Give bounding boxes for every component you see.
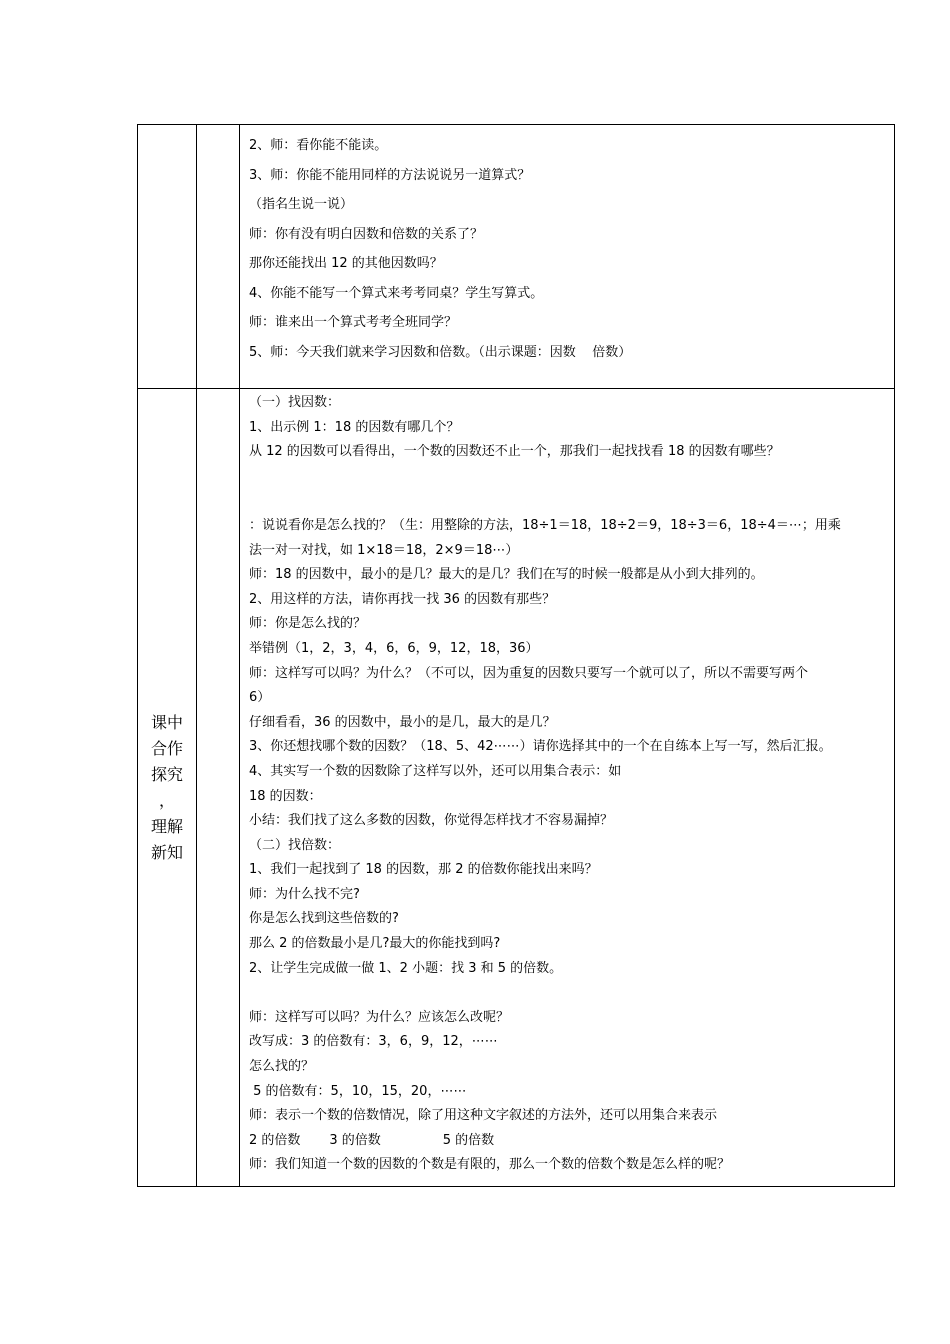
text-line: 3、师：你能不能用同样的方法说说另一道算式？	[249, 167, 531, 183]
text-line: 你是怎么找到这些倍数的?	[249, 911, 399, 927]
text-line: 师：你有没有明白因数和倍数的关系了？	[249, 226, 484, 242]
text-line: 师：18 的因数中，最小的是几？最大的是几？我们在写的时候一般都是从小到大排列的。	[249, 567, 764, 583]
text-line: 那么 2 的倍数最小是几?最大的你能找到吗?	[249, 936, 501, 952]
text-line: 6）	[249, 690, 271, 706]
text-line: 举错例（1，2，3，4，6，6，9，12，18，36）	[249, 640, 539, 656]
text-line: 4、你能不能写一个算式来考考同桌？学生写算式。	[249, 285, 544, 301]
text-line: 师：你是怎么找的？	[249, 616, 367, 632]
text-line: 2 的倍数 3 的倍数 5 的倍数	[249, 1132, 495, 1148]
text-line: （二）找倍数：	[249, 837, 341, 853]
text-line: 3、你还想找哪个数的因数？（18、5、42⋯⋯）请你选择其中的一个在自练本上写一写，然后汇报。	[249, 739, 832, 755]
content-cell	[240, 389, 895, 1187]
table-row	[138, 389, 895, 1187]
text-line: 2、让学生完成做一做 1、2 小题：找 3 和 5 的倍数。	[249, 960, 563, 976]
text-line: 师：表示一个数的倍数情况，除了用这种文字叙述的方法外，还可以用集合来表示	[249, 1108, 718, 1124]
text-line: 18 的因数：	[249, 788, 322, 804]
text-line: 改写成：3 的倍数有：3，6，9，12，⋯⋯	[249, 1034, 498, 1050]
stage-label: 新知	[150, 842, 183, 862]
content-cell	[240, 125, 895, 389]
blank-space	[249, 465, 886, 490]
stage-label: 探究	[150, 764, 183, 784]
text-line: 师：谁来出一个算式考考全班同学？	[249, 315, 458, 330]
text-line: 师：我们知道一个数的因数的个数是有限的，那么一个数的倍数个数是怎么样的呢？	[249, 1157, 731, 1173]
stage-label: 课中	[150, 712, 183, 732]
text-line: 5 的倍数有：5，10，15，20，⋯⋯	[249, 1083, 467, 1099]
text-line: 5、师：今天我们就来学习因数和倍数。（出示课题：因数 倍数）	[249, 344, 632, 360]
blank-space	[249, 981, 886, 1006]
text-line: 仔细看看，36 的因数中，最小的是几，最大的是几？	[249, 714, 556, 730]
text-line: 小结：我们找了这么多数的因数，你觉得怎样找才不容易漏掉？	[249, 813, 614, 829]
text-line: 2、师：看你能不能读。	[249, 138, 388, 153]
text-line: 师：为什么找不完?	[249, 886, 360, 902]
stage-cell	[138, 125, 197, 389]
blank-space	[249, 489, 886, 514]
table-row	[138, 125, 895, 389]
blank-cell	[197, 389, 240, 1187]
text-line: 怎么找的？	[249, 1059, 315, 1075]
lesson-plan-table	[137, 124, 895, 1187]
text-line: （指名生说一说）	[249, 197, 354, 212]
stage-label: ，	[158, 790, 175, 810]
text-line: 从 12 的因数可以看得出，一个数的因数还不止一个，那我们一起找找看 18 的因数有哪些？	[249, 444, 780, 460]
stage-label: 合作	[150, 738, 183, 758]
text-line: 法一对一对找，如 1×18＝18，2×9＝18⋯）	[249, 542, 519, 558]
text-line: 师：这样写可以吗？为什么？应该怎么改呢？	[249, 1009, 510, 1025]
text-line: 1、我们一起找到了 18 的因数，那 2 的倍数你能找出来吗？	[249, 862, 598, 878]
stage-label: 理解	[150, 816, 183, 836]
text-line: 那你还能找出 12 的其他因数吗？	[249, 256, 443, 271]
stage-cell	[138, 389, 197, 1187]
text-line: ：说说看你是怎么找的？（生：用整除的方法，18÷1＝18，18÷2＝9，18÷3＝6，18÷4＝⋯；用乘	[249, 517, 841, 533]
text-line: 师：这样写可以吗？为什么？（不可以，因为重复的因数只要写一个就可以了，所以不需要写两个	[249, 665, 809, 681]
blank-cell	[197, 125, 240, 389]
text-line: （一）找因数：	[249, 395, 341, 410]
text-line: 4、其实写一个数的因数除了这样写以外，还可以用集合表示：如	[249, 763, 622, 779]
text-line: 2、用这样的方法，请你再找一找 36 的因数有那些？	[249, 591, 556, 607]
text-line: 1、出示例 1：18 的因数有哪几个？	[249, 419, 460, 435]
